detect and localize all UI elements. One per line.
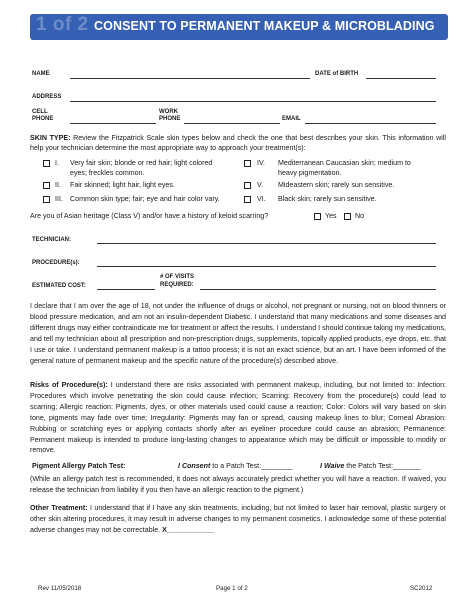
patch-test-waive[interactable]	[320, 462, 421, 471]
skin-type-iii-checkbox[interactable]	[43, 196, 50, 203]
skin-type-intro	[30, 134, 446, 153]
footer-form-code: SC2012	[410, 585, 433, 592]
other-treatment-initial-field[interactable]: X____________	[162, 525, 215, 534]
dob-label: DATE of BIRTH	[315, 71, 359, 77]
estimated-cost-field[interactable]	[97, 289, 155, 290]
skin-type-i-text-line1: Very fair skin; blonde or red hair; light colored	[70, 159, 213, 167]
skin-type-iv-checkbox[interactable]	[244, 160, 251, 167]
patch-test-consent-line: to a Patch Test:________	[210, 462, 293, 470]
form-title: CONSENT TO PERMANENT MAKEUP & MICROBLADING	[94, 19, 435, 33]
skin-type-vi-numeral: VI.	[257, 195, 266, 203]
skin-type-iii-numeral: III.	[55, 195, 63, 203]
declaration-paragraph: I declare that I am over the age of 18, not under the influence of drugs or alcohol, not pregnant or nursing, not on blood thinners or blood pressure medication, and am not an insulin-dependent Diabetic. I understand that many medications and some diseases and different drugs may either contraindicate me for treatment or affect the results. I understand I should continue taking my medications, and tell my technician about all prescription and non-prescription drugs, supplements, topically applied products, eye drops, etc. that I use or take. I understand permanent makeup is a tattoo process; it is not an exact science, but an art. I have been informed of the general nature of permanent makeup and the specific nature of the procedure(s) described above.	[30, 302, 446, 365]
asian-heritage-no-label: No	[355, 212, 365, 220]
technician-label: TECHNICIAN:	[32, 237, 71, 243]
dob-field[interactable]	[366, 78, 436, 79]
skin-type-iii-text: Common skin type; fair; eye and hair color vary.	[70, 195, 220, 203]
procedures-label: PROCEDURE(s):	[32, 260, 80, 266]
technician-field[interactable]	[97, 243, 436, 244]
asian-heritage-yes-label: Yes	[325, 212, 337, 220]
skin-type-ii-numeral: II.	[55, 181, 61, 189]
other-treatment-heading: Other Treatment:	[30, 504, 88, 512]
asian-heritage-yes-checkbox[interactable]	[314, 213, 321, 220]
work-label-line2: PHONE	[159, 116, 181, 122]
skin-type-instructions: Review the Fitzpatrick Scale skin types below and check the one that best describes your skin. This information will help your technician determine the most appropriate way to approach your treatment(s):	[30, 134, 446, 152]
work-phone-field[interactable]	[184, 123, 280, 124]
skin-type-ii-checkbox[interactable]	[43, 182, 50, 189]
patch-test-heading: Pigment Allergy Patch Test:	[32, 462, 126, 470]
skin-type-i-checkbox[interactable]	[43, 160, 50, 167]
skin-type-iv-text-line1: Mediterranean Caucasian skin; medium to	[278, 159, 411, 167]
skin-type-i-text-line2: eyes; freckles common.	[70, 169, 145, 177]
skin-type-v-text: Mideastern skin; rarely sun sensitive.	[278, 181, 395, 189]
cell-phone-field[interactable]	[70, 123, 156, 124]
risks-text: I understand there are risks associated with permanent makeup, including, but not limited to: Infection: Procedures which involve penetrating the skin could cause infection; Scarring: Recovery from the procedure(s) could lead to scarring; Allergic reaction: Pigments, dyes, or other materials used could cause a reaction; Color: Colors will vary based on skin tone, pigments may fade over time; Irregularity: Pigments may fan or spread, causing makeup lines to blur; Corneal Abrasion: Rubbing or scratching eyes or applying contacts shortly after an eyeliner procedure could cause an abrasion; Permanence: Permanent makeup is intended to produce long-lasting changes to appearance which may be difficult or impossible to modify or remove.	[30, 381, 446, 455]
visits-label-line2: REQUIRED:	[160, 282, 194, 288]
risks-heading: Risks of Procedure(s):	[30, 381, 108, 389]
footer-revision: Rev 11/05/2018	[38, 585, 82, 592]
skin-type-v-numeral: V.	[257, 181, 264, 189]
skin-type-vi-checkbox[interactable]	[244, 196, 251, 203]
other-treatment-text: I understand that if I have any skin treatments, including, but not limited to laser hair removal, plastic surgery or other skin altering procedures, it may result in adverse changes to my permanent cosmetics. I acknowledge some of these potential adverse changes may not be correctable.	[30, 504, 447, 534]
estimated-cost-label: ESTIMATED COST:	[32, 283, 86, 289]
cell-label-line2: PHONE	[32, 116, 54, 122]
email-field[interactable]	[305, 123, 436, 124]
skin-type-ii-text: Fair skinned; light hair, light eyes.	[70, 181, 175, 189]
address-field[interactable]	[70, 101, 436, 102]
patch-test-note: (While an allergy patch test is recommended, it does not always accurately predict whether you will have a reaction. If waived, you release the technician from liability if you then have an allergic reaction to the pigment.)	[30, 475, 446, 494]
cell-label-line1: CELL	[32, 109, 48, 115]
patch-test-waive-label: I Waive	[320, 462, 345, 470]
work-label-line1: WORK	[159, 109, 178, 115]
skin-type-i-numeral: I.	[55, 159, 59, 167]
page-watermark: 1 of 2	[36, 14, 89, 35]
patch-test-consent-label: I Consent	[178, 462, 211, 470]
name-label: NAME	[32, 71, 50, 77]
other-treatment-paragraph	[30, 503, 446, 536]
asian-heritage-no-checkbox[interactable]	[344, 213, 351, 220]
asian-heritage-question: Are you of Asian heritage (Class V) and/or have a history of keloid scarring?	[30, 212, 269, 220]
email-label: EMAIL	[282, 116, 301, 122]
procedures-field[interactable]	[97, 266, 436, 267]
patch-test-waive-line: the Patch Test:_______	[344, 462, 421, 470]
visits-required-field[interactable]	[200, 289, 436, 290]
risks-paragraph	[30, 380, 446, 456]
visits-label-line1: # OF VISITS	[160, 274, 195, 280]
name-field[interactable]	[70, 78, 310, 79]
skin-type-v-checkbox[interactable]	[244, 182, 251, 189]
skin-type-heading: SKIN TYPE:	[30, 134, 71, 142]
patch-test-consent[interactable]	[178, 462, 293, 471]
skin-type-iv-numeral: IV.	[257, 159, 266, 167]
address-label: ADDRESS	[32, 94, 62, 100]
skin-type-vi-text: Black skin; rarely sun sensitive.	[278, 195, 377, 203]
footer-page-number: Page 1 of 2	[216, 585, 248, 592]
skin-type-iv-text-line2: heavy pigmentation.	[278, 169, 342, 177]
